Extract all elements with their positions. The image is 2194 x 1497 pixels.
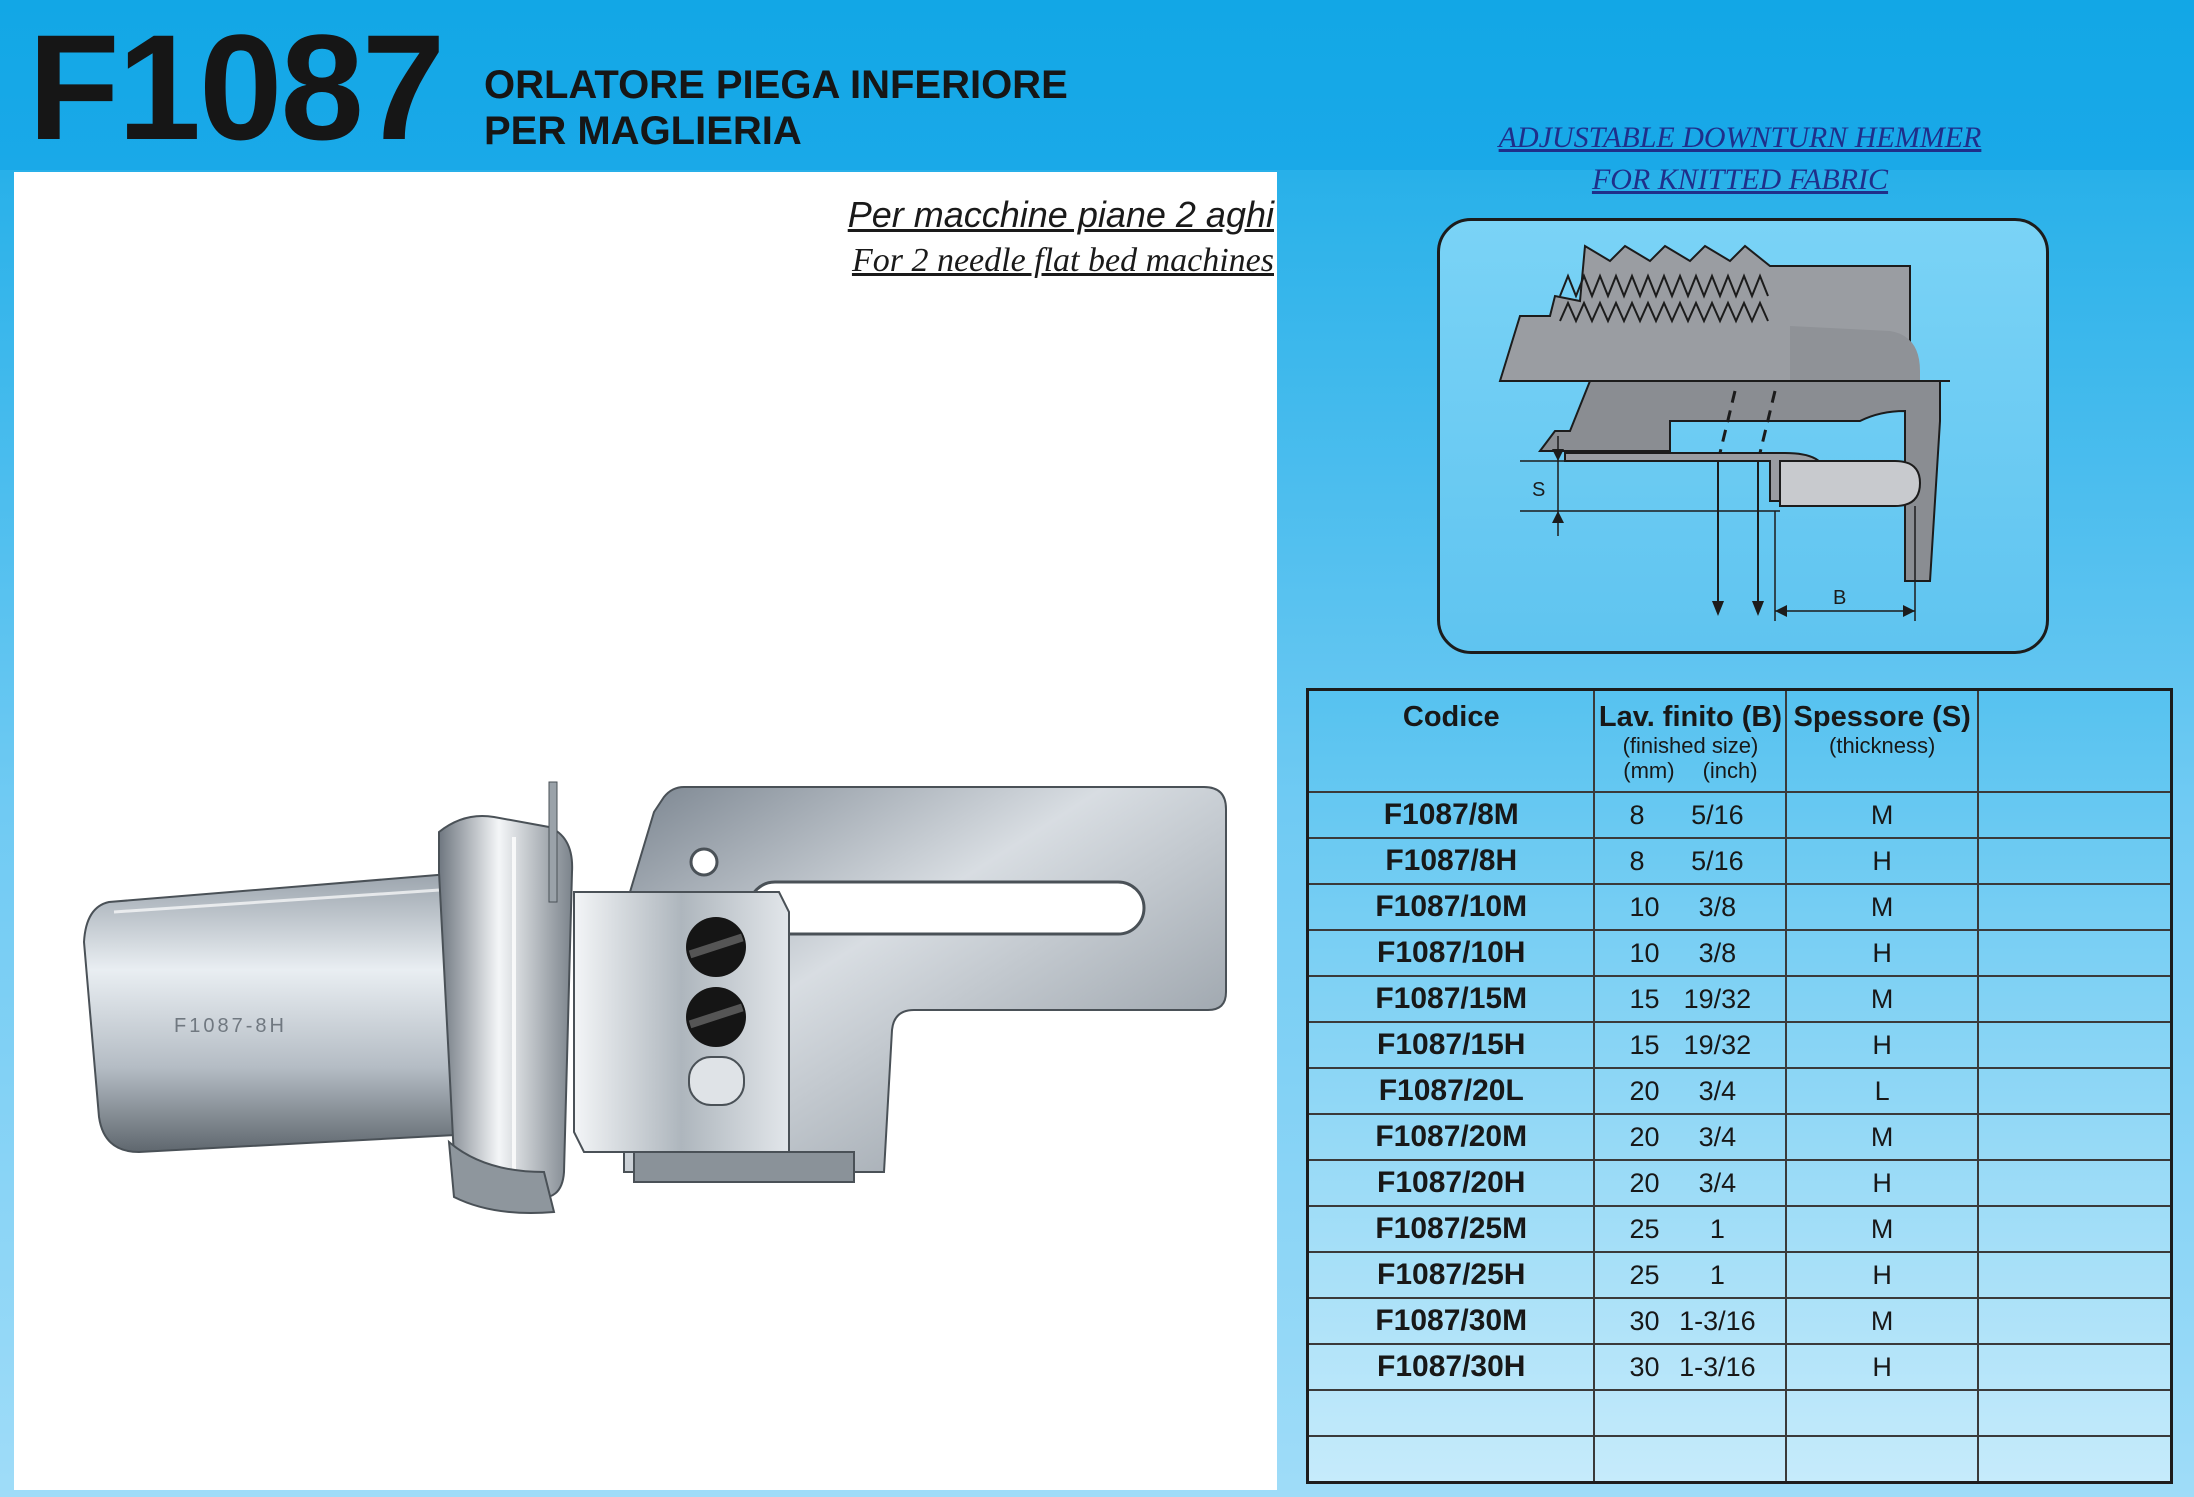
cell-thickness: M	[1786, 976, 1978, 1022]
cell-finished-size	[1594, 792, 1786, 838]
cell-mm: 8	[1629, 799, 1645, 830]
cell-mm: 20	[1629, 1075, 1660, 1106]
cell-empty	[1978, 976, 2172, 1022]
table-row	[1308, 1344, 2172, 1390]
cell-code: F1087/30H	[1308, 1344, 1595, 1390]
cell-inch: 1-3/16	[1679, 1305, 1756, 1336]
title-italian-line2: PER MAGLIERIA	[484, 109, 802, 153]
table-row	[1308, 792, 2172, 838]
cell-finished-size	[1594, 1298, 1786, 1344]
title-italian-line1: ORLATORE PIEGA INFERIORE	[484, 63, 1068, 107]
spec-table	[1306, 688, 2173, 1484]
cell-empty	[1978, 1344, 2172, 1390]
cell-thickness: H	[1786, 1022, 1978, 1068]
cell-finished-size	[1594, 1160, 1786, 1206]
table-row-empty	[1308, 1390, 2172, 1436]
cell-empty	[1978, 1298, 2172, 1344]
table-row-empty	[1308, 1436, 2172, 1483]
spec-table-body	[1308, 792, 2172, 1483]
cell-mm: 15	[1629, 1029, 1660, 1060]
table-row	[1308, 976, 2172, 1022]
cell-finished-size	[1594, 1022, 1786, 1068]
cell-inch: 3/4	[1698, 1121, 1737, 1152]
cell-code: F1087/15H	[1308, 1022, 1595, 1068]
cell-finished-size	[1594, 1114, 1786, 1160]
machine-type-italian: Per macchine piane 2 aghi	[847, 194, 1274, 235]
cell-empty	[1978, 1160, 2172, 1206]
machine-type-english: For 2 needle flat bed machines	[851, 242, 1274, 279]
cell-code: F1087/8H	[1308, 838, 1595, 884]
cell-finished-size	[1594, 838, 1786, 884]
cell-empty	[1594, 1390, 1786, 1436]
header-finished-size: Lav. finito (B) (finished size) (mm) (inch)	[1594, 690, 1786, 793]
table-row	[1308, 1022, 2172, 1068]
cell-code: F1087/30M	[1308, 1298, 1595, 1344]
cell-empty	[1594, 1436, 1786, 1483]
header-empty	[1978, 690, 2172, 793]
cell-mm: 20	[1629, 1167, 1660, 1198]
cell-code: F1087/25M	[1308, 1206, 1595, 1252]
technical-diagram	[1437, 218, 2049, 654]
cell-empty	[1978, 884, 2172, 930]
title-english-line1: ADJUSTABLE DOWNTURN HEMMER	[1498, 121, 1982, 154]
cell-mm: 8	[1629, 845, 1645, 876]
title-english	[1400, 117, 2080, 201]
cell-mm: 30	[1629, 1305, 1660, 1336]
hemmer-cross-section	[1440, 221, 2046, 651]
cell-thickness: M	[1786, 1206, 1978, 1252]
cell-inch: 3/4	[1698, 1167, 1737, 1198]
cell-code: F1087/20L	[1308, 1068, 1595, 1114]
cell-inch: 1	[1709, 1259, 1725, 1290]
cell-mm: 15	[1629, 983, 1660, 1014]
cell-thickness: M	[1786, 792, 1978, 838]
table-row	[1308, 1298, 2172, 1344]
cell-thickness: H	[1786, 1252, 1978, 1298]
cell-inch: 1-3/16	[1679, 1351, 1756, 1382]
photo-engraving: F1087-8H	[174, 1015, 287, 1037]
cell-code: F1087/10H	[1308, 930, 1595, 976]
cell-finished-size	[1594, 1344, 1786, 1390]
table-header-row	[1308, 690, 2172, 793]
table-row	[1308, 884, 2172, 930]
cell-empty	[1978, 1068, 2172, 1114]
cell-finished-size	[1594, 1068, 1786, 1114]
cell-thickness: L	[1786, 1068, 1978, 1114]
cell-empty	[1786, 1390, 1978, 1436]
cell-inch: 3/8	[1698, 891, 1737, 922]
cell-mm: 25	[1629, 1213, 1660, 1244]
table-row	[1308, 1068, 2172, 1114]
cell-empty	[1978, 1022, 2172, 1068]
dimension-b-label: B	[1833, 587, 1847, 609]
cell-inch: 1	[1709, 1213, 1725, 1244]
cell-thickness: M	[1786, 1298, 1978, 1344]
cell-empty	[1978, 1390, 2172, 1436]
cell-code: F1087/25H	[1308, 1252, 1595, 1298]
cell-code: F1087/8M	[1308, 792, 1595, 838]
cell-finished-size	[1594, 930, 1786, 976]
cell-inch: 5/16	[1691, 799, 1744, 830]
cell-mm: 10	[1629, 891, 1660, 922]
cell-empty	[1978, 1114, 2172, 1160]
product-code: F1087	[28, 3, 444, 171]
cell-empty	[1978, 1206, 2172, 1252]
cell-thickness: H	[1786, 930, 1978, 976]
cell-empty	[1978, 1436, 2172, 1483]
cell-code: F1087/10M	[1308, 884, 1595, 930]
cell-inch: 19/32	[1683, 1029, 1752, 1060]
cell-finished-size	[1594, 1206, 1786, 1252]
cell-empty	[1978, 930, 2172, 976]
cell-empty	[1978, 1252, 2172, 1298]
table-row	[1308, 1114, 2172, 1160]
hemmer-product-photo	[44, 612, 1274, 1232]
cell-mm: 30	[1629, 1351, 1660, 1382]
cell-empty	[1978, 838, 2172, 884]
cell-finished-size	[1594, 976, 1786, 1022]
dimension-s-label: S	[1532, 479, 1546, 501]
header-thickness: Spessore (S) (thickness)	[1786, 690, 1978, 793]
cell-code: F1087/20M	[1308, 1114, 1595, 1160]
cell-inch: 3/8	[1698, 937, 1737, 968]
header-code: Codice	[1308, 690, 1595, 793]
cell-inch: 5/16	[1691, 845, 1744, 876]
cell-thickness: M	[1786, 1114, 1978, 1160]
title-italian	[484, 62, 1204, 154]
cell-code: F1087/20H	[1308, 1160, 1595, 1206]
cell-mm: 10	[1629, 937, 1660, 968]
cell-empty	[1308, 1436, 1595, 1483]
table-row	[1308, 930, 2172, 976]
cell-thickness: H	[1786, 1344, 1978, 1390]
title-english-line2: FOR KNITTED FABRIC	[1591, 163, 1889, 196]
cell-mm: 20	[1629, 1121, 1660, 1152]
cell-inch: 3/4	[1698, 1075, 1737, 1106]
table-row	[1308, 838, 2172, 884]
cell-empty	[1978, 792, 2172, 838]
table-row	[1308, 1160, 2172, 1206]
cell-mm: 25	[1629, 1259, 1660, 1290]
cell-empty	[1786, 1436, 1978, 1483]
cell-finished-size	[1594, 1252, 1786, 1298]
table-row	[1308, 1252, 2172, 1298]
cell-code: F1087/15M	[1308, 976, 1595, 1022]
cell-thickness: H	[1786, 838, 1978, 884]
cell-finished-size	[1594, 884, 1786, 930]
cell-thickness: H	[1786, 1160, 1978, 1206]
table-row	[1308, 1206, 2172, 1252]
photo-panel	[14, 172, 1277, 1490]
cell-empty	[1308, 1390, 1595, 1436]
cell-thickness: M	[1786, 884, 1978, 930]
cell-inch: 19/32	[1683, 983, 1752, 1014]
